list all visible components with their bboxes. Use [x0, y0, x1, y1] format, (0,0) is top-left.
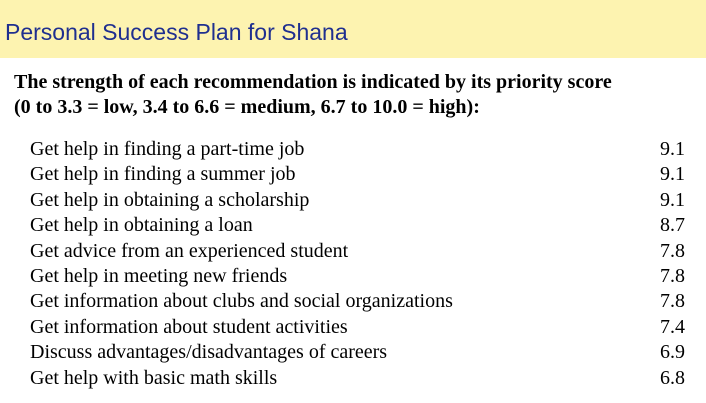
- priority-score: 7.8: [660, 239, 685, 262]
- recommendation-list: [30, 137, 685, 391]
- recommendation-text: Get help in finding a part-time job: [30, 138, 305, 160]
- recommendation-text: Get information about student activities: [30, 315, 348, 338]
- priority-explanation-line-2: (0 to 3.3 = low, 3.4 to 6.6 = medium, 6.7 to 10.0 = high):: [14, 96, 480, 118]
- priority-explanation: [14, 70, 704, 120]
- recommendation-item: [30, 340, 685, 365]
- recommendation-item: [30, 239, 685, 264]
- recommendation-text: Get help in obtaining a scholarship: [30, 188, 310, 211]
- recommendation-text: Get advice from an experienced student: [30, 239, 349, 262]
- recommendation-text: Get help in finding a summer job: [30, 163, 296, 186]
- priority-explanation-line-1: The strength of each recommendation is indicated by its priority score: [14, 71, 612, 93]
- recommendation-item: [30, 289, 685, 314]
- title-bar: [0, 0, 706, 58]
- priority-score: 6.9: [660, 341, 685, 364]
- recommendation-text: Get help in obtaining a loan: [30, 214, 253, 237]
- priority-score: 7.8: [660, 290, 685, 313]
- recommendation-item: [30, 213, 685, 238]
- recommendation-text: Get help with basic math skills: [30, 366, 278, 389]
- recommendation-text: Discuss advantages/disadvantages of careers: [30, 341, 388, 364]
- recommendation-item: [30, 366, 685, 391]
- recommendation-text: Get information about clubs and social organizations: [30, 290, 453, 313]
- priority-score: 9.1: [660, 188, 685, 211]
- page-title: Personal Success Plan for Shana: [5, 19, 348, 45]
- recommendation-item: [30, 137, 685, 162]
- recommendation-text: Get help in meeting new friends: [30, 264, 288, 287]
- recommendation-item: [30, 315, 685, 340]
- priority-score: 7.8: [660, 264, 685, 287]
- recommendation-item: [30, 162, 685, 187]
- priority-score: 7.4: [660, 315, 685, 338]
- recommendation-item: [30, 188, 685, 213]
- priority-score: 6.8: [660, 366, 685, 389]
- recommendation-item: [30, 264, 685, 289]
- priority-score: 9.1: [660, 163, 685, 186]
- priority-score: 9.1: [660, 138, 685, 160]
- priority-score: 8.7: [660, 214, 685, 237]
